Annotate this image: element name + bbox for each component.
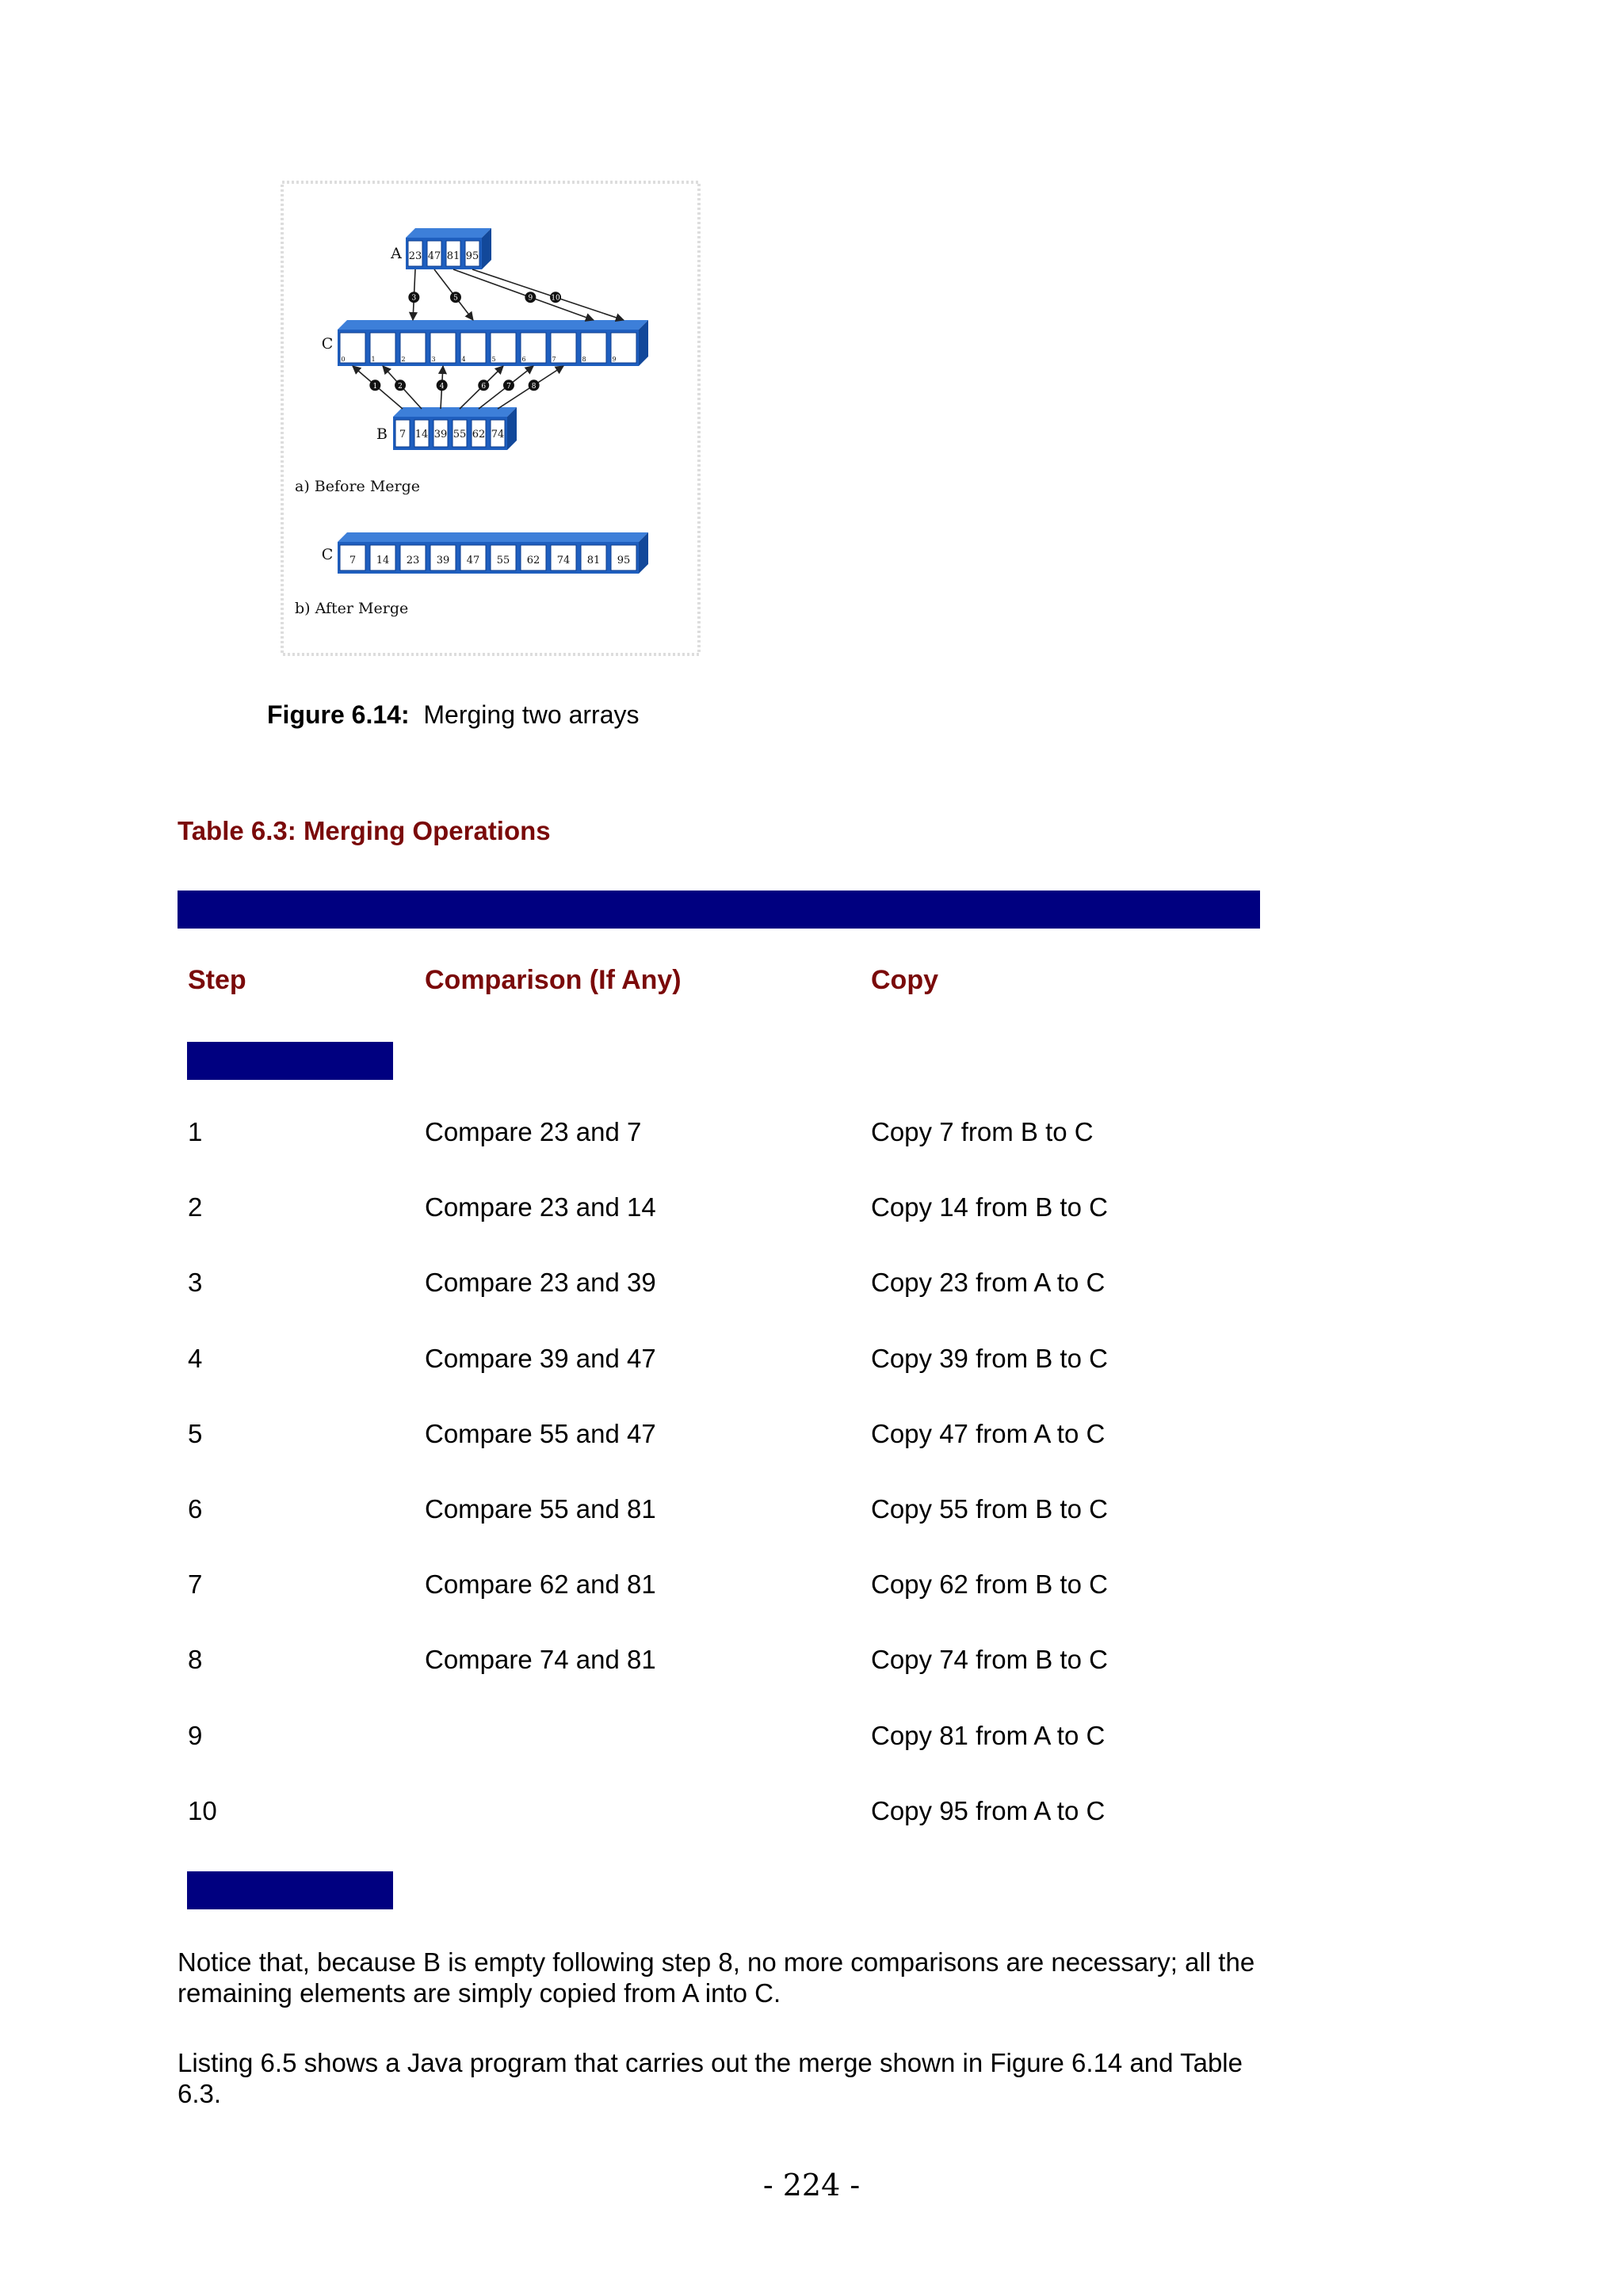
table-title: Table 6.3: Merging Operations	[178, 816, 551, 845]
table-cell-comparison: Compare 23 and 39	[425, 1268, 656, 1297]
step-marker-label: 3	[411, 294, 417, 303]
table-cell-copy: Copy 7 from B to C	[871, 1117, 1094, 1146]
array-c-after-value: 39	[436, 555, 450, 566]
step-marker-label: 4	[439, 382, 445, 391]
array-b-value: 74	[491, 429, 505, 441]
page-number: - 224 -	[762, 2168, 861, 2203]
figure-caption-label: Figure 6.14:	[267, 700, 410, 729]
array-c-after-top	[338, 532, 648, 542]
table-cell-copy: Copy 14 from B to C	[871, 1192, 1108, 1222]
table-cell-step: 9	[188, 1721, 203, 1750]
paragraph-notice: Notice that, because B is empty following step 8, no more comparisons are necessary; all the remaining elements are simply copied from A into C.	[178, 1947, 1255, 2008]
table-cell-comparison: Compare 74 and 81	[425, 1645, 656, 1674]
array-b-value: 14	[414, 429, 429, 441]
paragraph-listing: Listing 6.5 shows a Java program that carries out the merge shown in Figure 6.14 and Table 6.3.	[178, 2048, 1243, 2108]
table-cell-copy: Copy 23 from A to C	[871, 1268, 1106, 1297]
table-divider-top	[187, 1042, 393, 1080]
array-c-after-value: 95	[617, 555, 631, 566]
table-cell-step: 3	[188, 1268, 203, 1297]
array-c-after-value: 62	[526, 555, 540, 566]
table-cell-step: 4	[188, 1344, 203, 1373]
array-c-index: 0	[341, 356, 346, 363]
array-a-top	[406, 228, 491, 238]
table-cell-copy: Copy 62 from B to C	[871, 1569, 1108, 1599]
figure-caption	[267, 700, 639, 730]
array-c-after-value: 7	[349, 555, 357, 566]
merge-figure	[281, 181, 701, 656]
table-cell-step: 8	[188, 1645, 203, 1674]
array-a-value: 81	[446, 250, 460, 262]
array-b-body	[393, 417, 507, 450]
table-cell-step: 10	[188, 1796, 217, 1825]
table-cell-copy: Copy 81 from A to C	[871, 1721, 1106, 1750]
step-marker-label: 9	[528, 294, 533, 303]
array-b-value: 62	[472, 429, 486, 441]
table-header-bar	[178, 891, 1260, 929]
step-marker-label: 5	[453, 294, 458, 303]
table-cell-copy: Copy 74 from B to C	[871, 1645, 1108, 1674]
table-cell-comparison: Compare 62 and 81	[425, 1569, 656, 1599]
table-cell-comparison: Compare 23 and 7	[425, 1117, 642, 1146]
after-merge-label: b) After Merge	[295, 600, 409, 617]
array-c-after-value: 47	[466, 555, 480, 566]
array-c-index: 7	[552, 356, 556, 363]
array-b-value: 55	[453, 429, 467, 441]
step-marker-label: 10	[551, 294, 560, 303]
step-marker-label: 7	[506, 382, 511, 391]
merge-diagram	[281, 181, 701, 656]
array-c-after-value: 55	[496, 555, 510, 566]
array-b-value: 7	[399, 429, 407, 441]
table-cell-comparison: Compare 55 and 81	[425, 1494, 656, 1524]
array-a-value: 95	[465, 250, 479, 262]
array-c-index: 9	[612, 356, 617, 363]
array-c-after-value: 23	[406, 555, 420, 566]
array-c-label: C	[321, 335, 334, 353]
array-c-index: 8	[582, 356, 586, 363]
table-header-copy: Copy	[871, 965, 938, 995]
array-b-value: 39	[433, 429, 448, 441]
table-cell-comparison: Compare 55 and 47	[425, 1419, 656, 1448]
array-c-index: 5	[491, 356, 496, 363]
array-c-after-value: 81	[586, 555, 601, 566]
table-cell-step: 6	[188, 1494, 203, 1524]
array-a-value: 23	[408, 250, 422, 262]
step-marker-label: 8	[531, 382, 537, 391]
table-cell-copy: Copy 55 from B to C	[871, 1494, 1108, 1524]
figure-caption-text: Merging two arrays	[423, 700, 640, 729]
step-marker-label: 6	[481, 382, 487, 391]
step-marker-label: 2	[398, 382, 403, 391]
array-a-value: 47	[427, 250, 441, 262]
array-c-after-value: 74	[556, 555, 571, 566]
before-merge-label: a) Before Merge	[295, 478, 421, 495]
array-c-index: 1	[371, 356, 376, 363]
array-a-label: A	[391, 245, 402, 262]
table-cell-step: 5	[188, 1419, 203, 1448]
table-cell-copy: Copy 39 from B to C	[871, 1344, 1108, 1373]
array-c-index: 3	[431, 356, 436, 363]
table-cell-copy: Copy 47 from A to C	[871, 1419, 1106, 1448]
array-c-index: 2	[401, 356, 406, 363]
table-cell-comparison: Compare 23 and 14	[425, 1192, 656, 1222]
table-header-comparison: Comparison (If Any)	[425, 965, 682, 995]
array-c-index: 6	[521, 356, 526, 363]
table-cell-copy: Copy 95 from A to C	[871, 1796, 1106, 1825]
table-divider-bottom	[187, 1871, 393, 1909]
array-c-after-label: C	[321, 546, 334, 563]
step-marker-label: 1	[372, 382, 378, 391]
array-c-index: 4	[461, 356, 466, 363]
array-c-after-value: 14	[376, 555, 390, 566]
table-header-step: Step	[188, 965, 246, 995]
table-cell-step: 1	[188, 1117, 203, 1146]
table-cell-step: 7	[188, 1569, 203, 1599]
table-cell-step: 2	[188, 1192, 203, 1222]
array-b-label: B	[376, 425, 388, 443]
table-cell-comparison: Compare 39 and 47	[425, 1344, 656, 1373]
array-c-top	[338, 320, 648, 330]
